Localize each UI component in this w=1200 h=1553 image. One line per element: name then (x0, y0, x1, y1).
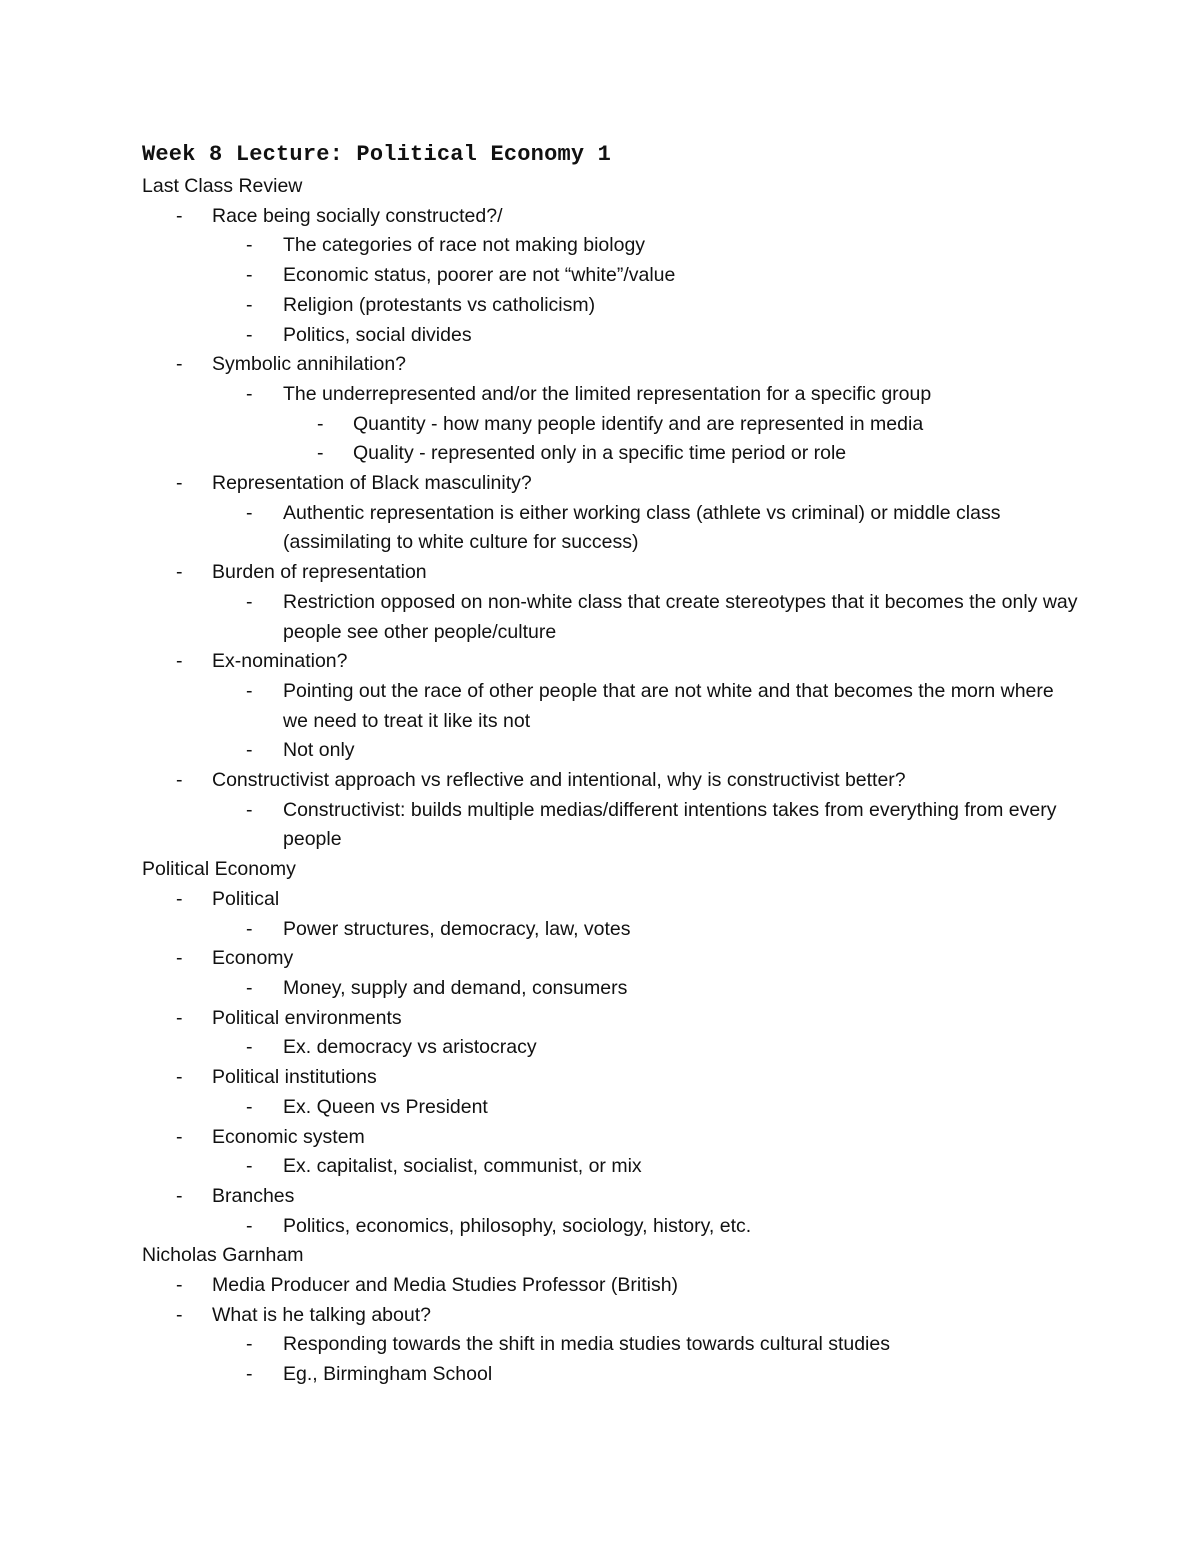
list-item: - Economy (142, 944, 1080, 974)
bullet-dash: - (246, 739, 253, 762)
bullet-dash: - (317, 412, 324, 435)
bullet-dash: - (246, 264, 253, 287)
list-item: - Representation of Black masculinity? (142, 469, 1080, 499)
list-item: - Ex. democracy vs aristocracy (142, 1033, 1080, 1063)
list-item: - What is he talking about? (142, 1301, 1080, 1331)
list-item: - The categories of race not making biology (142, 231, 1080, 261)
list-item: - Not only (142, 736, 1080, 766)
bullet-dash: - (246, 679, 253, 702)
list-item: - Symbolic annihilation? (142, 350, 1080, 380)
bullet-dash: - (176, 1125, 183, 1148)
bullet-dash: - (176, 1303, 183, 1326)
bullet-dash: - (176, 561, 183, 584)
list-item: - Political (142, 885, 1080, 915)
bullet-dash: - (176, 1066, 183, 1089)
list-item: - Race being socially constructed?/ (142, 202, 1080, 232)
bullet-dash: - (246, 798, 253, 821)
list-item: - The underrepresented and/or the limited representation for a specific group (142, 380, 1080, 410)
bullet-dash: - (317, 442, 324, 465)
list-item: - Politics, economics, philosophy, sociology, history, etc. (142, 1212, 1080, 1242)
list-item: - Eg., Birmingham School (142, 1360, 1080, 1390)
list-item: - Branches (142, 1182, 1080, 1212)
page-title: Week 8 Lecture: Political Economy 1 (142, 142, 612, 167)
bullet-dash: - (246, 1333, 253, 1356)
bullet-dash: - (246, 1214, 253, 1237)
bullet-dash: - (176, 769, 183, 792)
bullet-dash: - (176, 204, 183, 227)
bullet-dash: - (246, 1036, 253, 1059)
list-item: - Ex. Queen vs President (142, 1093, 1080, 1123)
list-item: - Quality - represented only in a specific time period or role (142, 439, 1080, 469)
list-item: - Politics, social divides (142, 321, 1080, 351)
list-item: - Burden of representation (142, 558, 1080, 588)
list-item: - Economic status, poorer are not “white”/value (142, 261, 1080, 291)
list-item: - Economic system (142, 1123, 1080, 1153)
bullet-dash: - (246, 976, 253, 999)
list-item: - Political environments (142, 1004, 1080, 1034)
section-heading-garnham: Nicholas Garnham (142, 1244, 304, 1267)
bullet-dash: - (176, 1274, 183, 1297)
bullet-dash: - (176, 472, 183, 495)
list-item: - Religion (protestants vs catholicism) (142, 291, 1080, 321)
bullet-dash: - (176, 650, 183, 673)
list-item: - Money, supply and demand, consumers (142, 974, 1080, 1004)
bullet-dash: - (246, 234, 253, 257)
bullet-dash: - (246, 1095, 253, 1118)
list-item: - Pointing out the race of other people that are not white and that becomes the morn where we need to treat it like its not (142, 677, 1080, 736)
bullet-dash: - (246, 501, 253, 524)
bullet-dash: - (176, 353, 183, 376)
list-item: - Authentic representation is either working class (athlete vs criminal) or middle class (assimilating to white culture for success) (142, 499, 1080, 558)
list-item: - Ex-nomination? (142, 647, 1080, 677)
bullet-dash: - (176, 947, 183, 970)
bullet-dash: - (246, 1363, 253, 1386)
bullet-dash: - (246, 323, 253, 346)
list-item: - Constructivist approach vs reflective and intentional, why is constructivist better? (142, 766, 1080, 796)
list-item: - Quantity - how many people identify and are represented in media (142, 410, 1080, 440)
list-item: - Media Producer and Media Studies Professor (British) (142, 1271, 1080, 1301)
bullet-dash: - (176, 1184, 183, 1207)
section-heading-review: Last Class Review (142, 175, 303, 197)
bullet-dash: - (246, 917, 253, 940)
list-item: - Constructivist: builds multiple medias/different intentions takes from everything from every people (142, 796, 1080, 855)
list-item: - Responding towards the shift in media studies towards cultural studies (142, 1330, 1080, 1360)
list-item: - Ex. capitalist, socialist, communist, or mix (142, 1152, 1080, 1182)
list-item: - Restriction opposed on non-white class that create stereotypes that it becomes the only way people see other people/culture (142, 588, 1080, 647)
section-heading-political-economy: Political Economy (142, 858, 296, 881)
bullet-dash: - (176, 887, 183, 910)
bullet-dash: - (246, 590, 253, 613)
bullet-dash: - (246, 1155, 253, 1178)
bullet-dash: - (176, 1006, 183, 1029)
list-item: - Political institutions (142, 1063, 1080, 1093)
bullet-dash: - (246, 293, 253, 316)
bullet-dash: - (246, 382, 253, 405)
list-item: - Power structures, democracy, law, votes (142, 915, 1080, 945)
